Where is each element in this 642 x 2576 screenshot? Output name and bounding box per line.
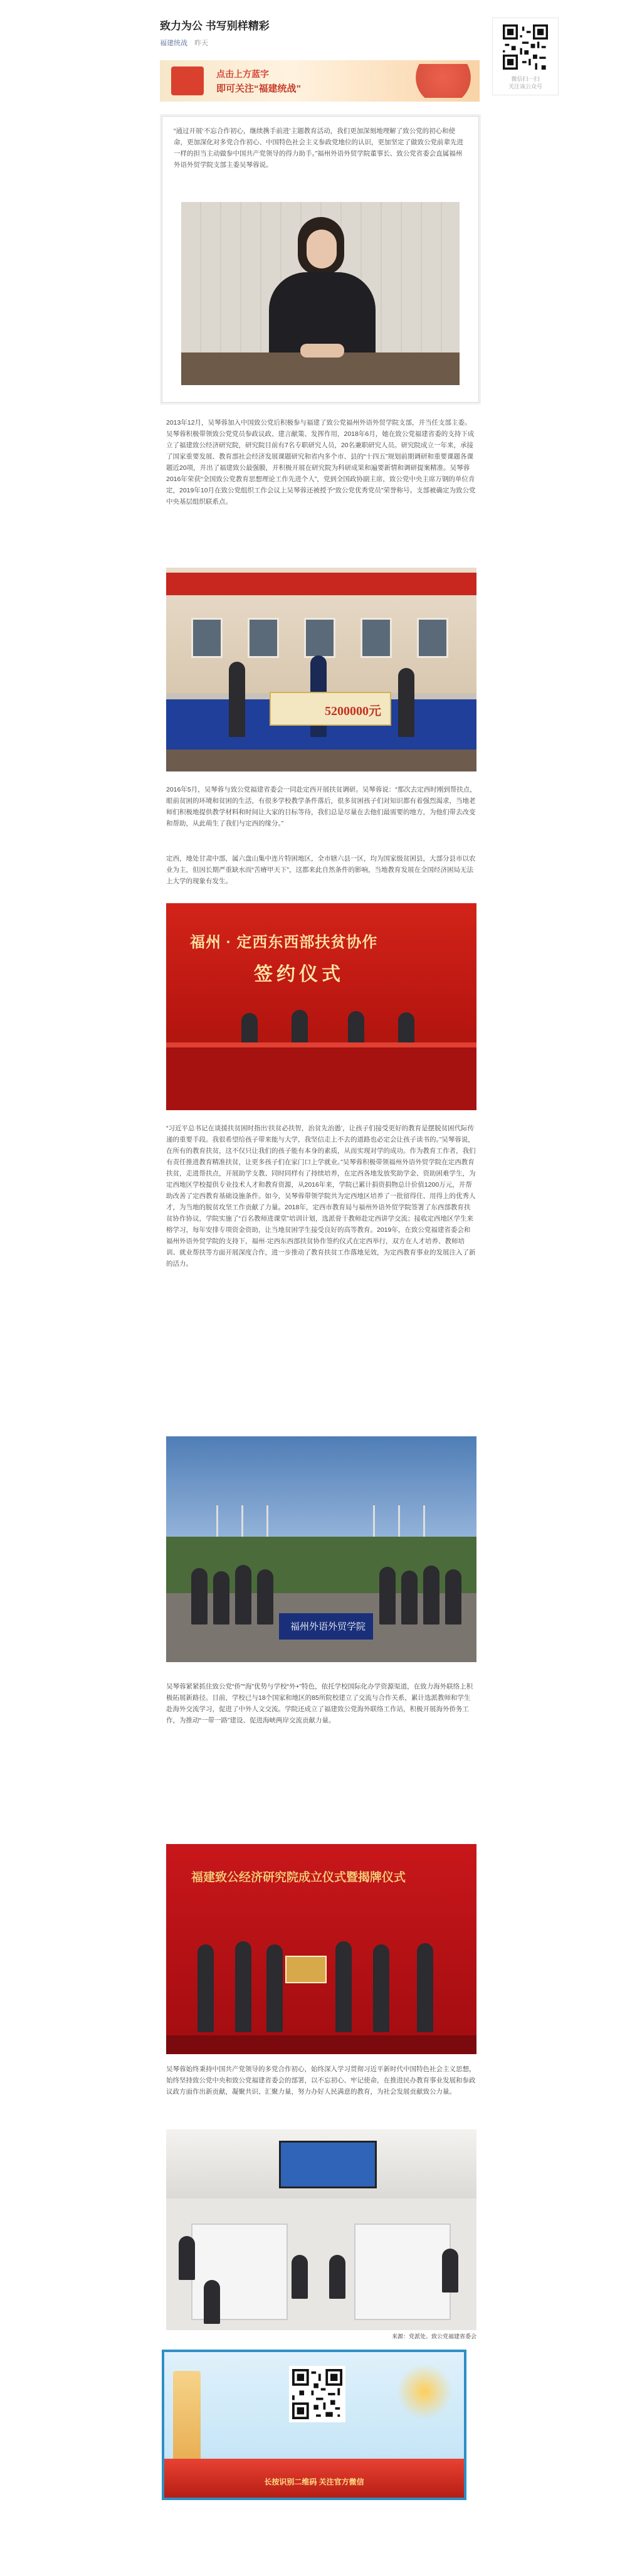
photo-group-outdoor (166, 1436, 476, 1662)
firework-icon (396, 2363, 453, 2420)
donation-check (270, 692, 391, 726)
photo-signing-ceremony (166, 903, 476, 1110)
intro-quote-card (162, 116, 479, 403)
qr-code-icon (503, 24, 548, 70)
official-qr-code-icon (289, 2366, 345, 2422)
follow-prompt-banner[interactable] (160, 60, 480, 102)
ceremony-title: 福州 · 定西东西部扶贫协作 (190, 934, 378, 951)
paragraph-2: 2016年5月，吴琴蓉与致公党福建省委会一同赴定西开展扶贫调研。吴琴蓉说：“那次去定西时刚到帮扶点，眼前贫困的环境和贫困的生活，有很多学校教学条件落后，很多贫困孩子们对知识都有着强烈渴求，当地老师们积极地提供教学材料和时间让大家的目标等待，我们总是尽量在去他们最需要的地方，为他们带去改变和帮助，从此萌生了我们与定西的缘分。” (166, 786, 476, 827)
qr-caption-line2: 关注该公众号 (508, 83, 542, 90)
finger-pointer-icon (171, 66, 204, 95)
photo-source-caption: 来源：党派处、致公党福建省委会 (391, 2333, 476, 2340)
paragraph-1: 2013年12月，吴琴蓉加入中国致公党后积极参与福建了致公党福州外语外贸学院支部，并当任支部主委。吴琴蓉积极带领致公党党员参政议政、建言献策、发挥作用，2018年6月，她在致公党福建省委的支持下成立了福建致公经济研究院，研究院目前有7名专职研究人员，20名兼职研究人员。研究院成立一年来，承接了国家重要发展、教育部社会经济发展课题研究和省内多个市、县的“十四五”规划前期调研和重要课题各课题近20项，并出了福建致公最强膜，并积极开展在研究院为科研成果和遍要新情和调研提案精准。吴琴蓉2016年荣获“全国致公党教育思想理论工作先进个人”，党到全国政协副主席，致公党中央主席万钢的单位肯定，2019年10月在致公党组织工作会议上吴琴蓉还被授予“致公党优秀党员”荣誉称号。支部被确定为致公党中央基层组织联系点。 (166, 419, 476, 506)
account-link[interactable]: 福建统战 (160, 40, 187, 47)
portrait-photo (181, 202, 460, 385)
photo-conference-room (166, 2129, 476, 2330)
follow-line2: 即可关注“福建统战” (216, 83, 302, 94)
article-title: 致力为公 书写别样精彩 (160, 20, 270, 32)
article-meta (160, 38, 480, 48)
official-qr-footer[interactable] (162, 2350, 466, 2500)
follow-line1: 点击上方蓝字 (216, 69, 269, 79)
qr-caption-line1: 微信扫一扫 (511, 76, 540, 82)
photo-donation-ceremony (166, 568, 476, 771)
paragraph-6: 吴琴蓉始终秉持中国共产党领导的多党合作初心，始终深入学习贯彻习近平新时代中国特色社会主义思想，始终坚持致公党中央和致公党福建省委会的部署，以不忘初心、牢记使命，在推进民办教育事业发展和参政议政方面作出新贡献，凝聚共识、汇聚力量，努力办好人民满意的教育，为社会发展贡献致公力量。 (166, 2065, 476, 2096)
photo-institute-unveiling (166, 1844, 476, 2054)
article-header (160, 19, 480, 48)
group-banner (279, 1613, 373, 1640)
group-banner-text: 福州外语外贸学院 (290, 1622, 366, 1632)
paragraph-4: “习近平总书记在谈援扶贫困时指出‘扶贫必扶智，治贫先治愚’，让孩子们接受更好的教育是摆脱贫困代际传递的重要手段。我很希望给孩子带来能与大学，我坚信走上不去的道路也必定会让孩子读书的。”吴琴蓉说，在所有的教育扶贫，这不仅只让我们的孩子能有本身的素质，从而实现对学的成功。作为教育工作者，我们有责任推进教育精准扶贫，让更多孩子们在家门口上学就业。”吴琴蓉积极带领福州外语外贸学院在定西教育扶贫，走进帮扶点，开展助学支教、同时同样有了持续培养，在定西各地发放奖助学金、资助困难学生，为定西地区学校提供专业技术人才和教育资源，从2016年来，学院已累计捐资捐物总计价值1200万元，并帮助改善了定西教育基础设施条件。如今，吴琴蓉带领学院共为定西地区培养了一批留得住、用得上的优秀人才，为当地的脱贫攻坚工作贡献了力量。2018年，定西市教育局与福州外语外贸学院签署了东西部教育扶贫协作协议，学院实施了“百名教师进课堂”培训计划，选派骨干教师赴定西讲学交流；接收定西地区学生来榕学习，每年安排专项资金资助，让当地贫困学生接受良好的高等教育。2019年，在致公党福建省委会和福州外语外贸学院的支持下，福州·定西东西部扶贫协作签约仪式在定西举行，双方在人才培养、教师培训、就业帮扶等方面开展深度合作，进一步推动了教育扶贫工作落地见效，为定西教育事业的发展注入了新的活力。 (166, 1125, 476, 1268)
paragraph-5: 吴琴蓉紧紧抓住致公党“侨”“海”优势与学校“外+”特色，依托学校国际化办学资源渠道，在致力海外联络上积极拓展新路径。目前，学校已与18个国家和地区的85所院校建立了交流与合作关系，累计选派教师和学生赴海外交流学习，促进了中外人文交流。学院还成立了福建致公党海外联络工作站，积极开展海外侨务工作，为推动“一带一路”建设、促进海峡两岸交流贡献力量。 (166, 1683, 473, 1724)
intro-text: “通过开展‘不忘合作初心，继续携手前进’主题教育活动，我们更加深刻地理解了致公党的初心和使命，更加深化对多党合作初心、中国特色社会主义参政党地位的认识，更加坚定了做致公党前辈先进一样的担当主动做参中国共产党领导的得力助手。”福州外语外贸学院董事长、致公党省委会直属福州外语外贸学院支部主委吴琴蓉说。 (174, 127, 463, 169)
check-amount: 5200000元 (325, 704, 381, 718)
ceremony-subtitle: 签约仪式 (254, 964, 344, 985)
plaque (285, 1956, 327, 1983)
unveiling-title: 福建致公经济研究院成立仪式暨揭牌仪式 (191, 1871, 406, 1884)
qr-footer-caption: 长按识别二维码 关注官方微信 (264, 2478, 364, 2486)
publish-date: 昨天 (194, 40, 209, 47)
qr-code-panel (492, 18, 559, 95)
decorative-emblem (398, 64, 473, 98)
paragraph-3: 定西，地处甘肃中部，属六盘山集中连片特困地区，全市辖六县一区，均为国家级贫困县，大部分县市以农业为主，但因长期严重缺水而“苦瘠甲天下”，这都来此自然条件的影响，当地教育发展在全国经济困局无法上大学的现象有发生。 (166, 855, 476, 885)
